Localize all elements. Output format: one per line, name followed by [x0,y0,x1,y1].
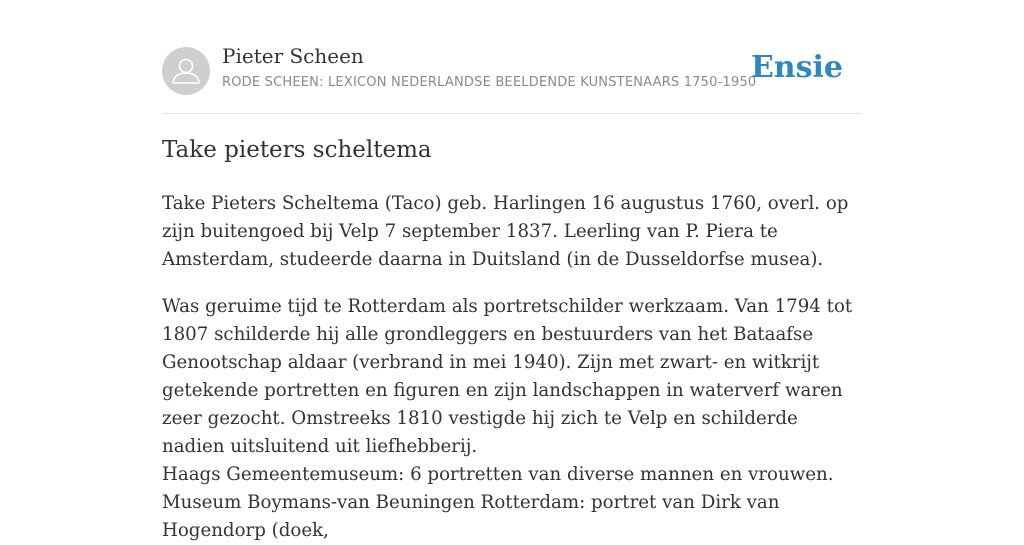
article-title: Take pieters scheltema [162,137,432,163]
content-column [162,0,862,541]
user-avatar-icon[interactable] [162,47,210,95]
ensie-logo[interactable]: Ensie [750,50,843,85]
article-paragraph: Haags Gemeentemuseum: 6 portretten van diverse mannen en vrouwen. Museum Boymans-van Beuningen Rotterdam: portret van Dirk van Hogendorp (doek, [162,464,834,541]
article-paragraph: Take Pieters Scheltema (Taco) geb. Harlingen 16 augustus 1760, overl. op zijn buitengoed bij Velp 7 september 1837. Leerling van P. Piera te Amsterdam, studeerde daarna in Duitsland (in de Dusseldorfse musea). [162,193,849,270]
source-header [162,0,862,114]
author-name[interactable]: Pieter Scheen [222,44,364,68]
article-paragraph: Was geruime tijd te Rotterdam als portretschilder werkzaam. Van 1794 tot 1807 schilderde hij alle grondleggers en bestuurders van het Bataafse Genootschap aldaar (verbrand in mei 1940). Zijn met zwart- en witkrijt getekende portretten en figuren en zijn landschappen in waterverf waren zeer gezocht. Omstreeks 1810 vestigde hij zich te Velp en schilderde nadien uitsluitend uit liefhebberij. [162,296,853,457]
source-title[interactable]: RODE SCHEEN: LEXICON NEDERLANDSE BEELDENDE KUNSTENAARS 1750-1950 [222,75,757,90]
user-silhouette-icon [162,47,210,95]
